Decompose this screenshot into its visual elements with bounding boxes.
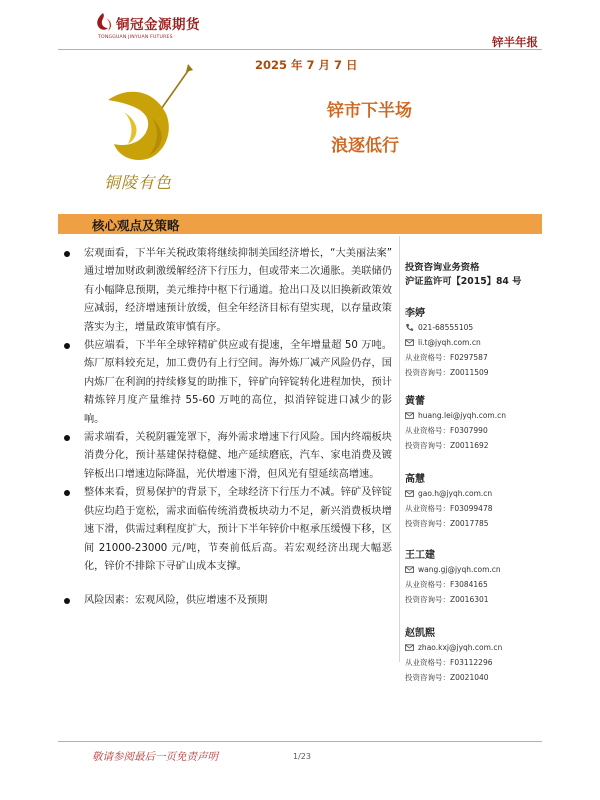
analyst-name: 高慧 [405, 474, 425, 485]
disclaimer-note[interactable]: 敬请参阅最后一页免责声明 [92, 751, 218, 763]
report-date: 2025 年 7 月 7 日 [255, 58, 358, 72]
analyst-cert-row: 从业资格号：F0297587 [405, 353, 488, 362]
analyst-cert-2: Z0011509 [450, 368, 489, 377]
email-icon [405, 565, 414, 574]
analyst-name: 黄蕾 [405, 396, 425, 407]
company-name-cn: 铜冠金源期货 [116, 17, 200, 33]
analyst-email-row [405, 486, 547, 501]
risk-factor-item [58, 592, 392, 610]
analyst-cert-1: F0307990 [450, 426, 488, 435]
point-item [58, 429, 392, 484]
point-item [58, 484, 392, 576]
analyst-email[interactable]: gao.h@jyqh.com.cn [418, 489, 493, 498]
email-icon [405, 643, 414, 652]
analyst-cert-row: 从业资格号：F03112296 [405, 658, 493, 667]
analyst-email-row [405, 408, 547, 423]
analyst-card [405, 395, 547, 453]
bullet-icon [64, 343, 70, 349]
analyst-cert-2: Z0016301 [450, 595, 489, 604]
cert-line-1: 投资咨询业务资格 [405, 262, 480, 273]
analyst-card [405, 473, 547, 531]
point-item [58, 245, 392, 337]
analyst-cert-row: 投资咨询号：Z0021040 [405, 673, 489, 682]
analyst-cert-2: Z0021040 [450, 673, 489, 682]
analyst-cert-1: F03099478 [450, 504, 493, 513]
cert-line-2: 沪证监许可【2015】84 号 [405, 276, 522, 287]
analyst-cert-1: F03112296 [450, 658, 493, 667]
cover-signature: 铜陵有色 [104, 173, 173, 192]
analyst-cert-row: 投资咨询号：Z0016301 [405, 595, 489, 604]
analyst-cert-row: 从业资格号：F3084165 [405, 580, 488, 589]
analyst-name: 赵凯熙 [405, 628, 435, 639]
bullet-icon [64, 435, 70, 441]
analyst-cert-row: 投资咨询号：Z0011692 [405, 441, 489, 450]
analyst-name: 李婷 [405, 308, 425, 319]
analyst-sidebar [405, 261, 547, 682]
analyst-email[interactable]: wang.gj@jyqh.com.cn [418, 565, 501, 574]
analyst-email[interactable]: li.t@jyqh.com.cn [418, 338, 481, 347]
footer-divider [58, 741, 542, 742]
report-type-label: 锌半年报 [492, 35, 538, 49]
analyst-email[interactable]: huang.lei@jyqh.com.cn [418, 411, 506, 420]
section-header-bar [58, 214, 542, 234]
company-logo-icon [92, 12, 114, 36]
email-icon [405, 489, 414, 498]
analyst-card [405, 549, 547, 607]
analyst-cert-row: 投资咨询号：Z0017785 [405, 519, 489, 528]
header-divider [58, 49, 542, 50]
analyst-cert-row: 从业资格号：F0307990 [405, 426, 488, 435]
bullet-icon [64, 490, 70, 496]
analyst-cert-1: F0297587 [450, 353, 488, 362]
column-divider [399, 236, 400, 662]
company-name-en: TONGGUAN JINYUAN FUTURES [98, 35, 173, 40]
point-text: 需求端看，关税阴霾笼罩下，海外需求增速下行风险。国内终端板块消费分化，预计基建保持稳健、地产延续磨底，汽车、家电消费及镀锌板出口增速边际降温，光伏增速下滑，但风光有望延续高增速。 [84, 432, 392, 480]
analyst-email-row [405, 640, 547, 655]
analyst-card [405, 307, 547, 380]
analyst-phone-row [405, 320, 547, 335]
point-text: 供应端看，下半年全球锌精矿供应或有提速，全年增量超 50 万吨。炼厂原料较充足，加工费仍有上行空间。海外炼厂减产风险仍存，国内炼厂在利润的持续修复的助推下，锌矿向锌锭转化进程加快，预计精炼锌月度产量维持 55-60 万吨的高位，拟消锌锭进口减少的影响。 [84, 340, 392, 425]
page-number: 1/23 [293, 752, 311, 761]
risk-text: 风险因素：宏观风险，供应增速不及预期 [84, 595, 268, 607]
email-icon [405, 411, 414, 420]
analyst-name: 王工建 [405, 550, 435, 561]
analyst-cert-2: Z0011692 [450, 441, 489, 450]
email-icon [405, 338, 414, 347]
analyst-cert-1: F3084165 [450, 580, 488, 589]
point-text: 宏观面看，下半年关税政策将继续抑制美国经济增长，“大美丽法案” 通过增加财政刺激缓解经济下行压力，但或带来二次通胀。美联储仍有小幅降息预期，美元维持中枢下行通道。抢出口及以旧换新政策效应减弱，经济增速预计放缓，但全年经济目标有望实现，以存量政策落实为主，增量政策审慎有序。 [84, 248, 392, 333]
section-title: 核心观点及策略 [92, 218, 180, 233]
bullet-icon [64, 251, 70, 257]
report-title-line-2: 浪逐低行 [331, 136, 399, 156]
bullet-icon [64, 598, 70, 604]
report-title-line-1: 锌市下半场 [327, 101, 412, 121]
analyst-cert-row: 从业资格号：F03099478 [405, 504, 493, 513]
analyst-email[interactable]: zhao.kxj@jyqh.com.cn [418, 643, 503, 652]
phone-icon [405, 323, 414, 332]
analyst-email-row [405, 562, 547, 577]
analyst-cert-2: Z0017785 [450, 519, 489, 528]
analyst-email-row [405, 335, 547, 350]
analyst-card [405, 627, 547, 685]
point-item [58, 337, 392, 429]
core-views-list [58, 245, 392, 611]
analyst-cert-row: 投资咨询号：Z0011509 [405, 368, 489, 377]
point-text: 整体来看，贸易保护的背景下，全球经济下行压力不减。锌矿及锌锭供应均趋于宽松，需求面临传统消费板块动力不足，新兴消费板块增速下滑，供需过剩程度扩大，预计下半年锌价中枢承压缓慢下移，区间 21000-23000 元/吨，节奏前低后高。若宏观经济出现大幅恶化，锌价不排除下寻矿山成本支撑。 [84, 487, 392, 572]
analyst-phone: 021-68555105 [418, 323, 474, 332]
